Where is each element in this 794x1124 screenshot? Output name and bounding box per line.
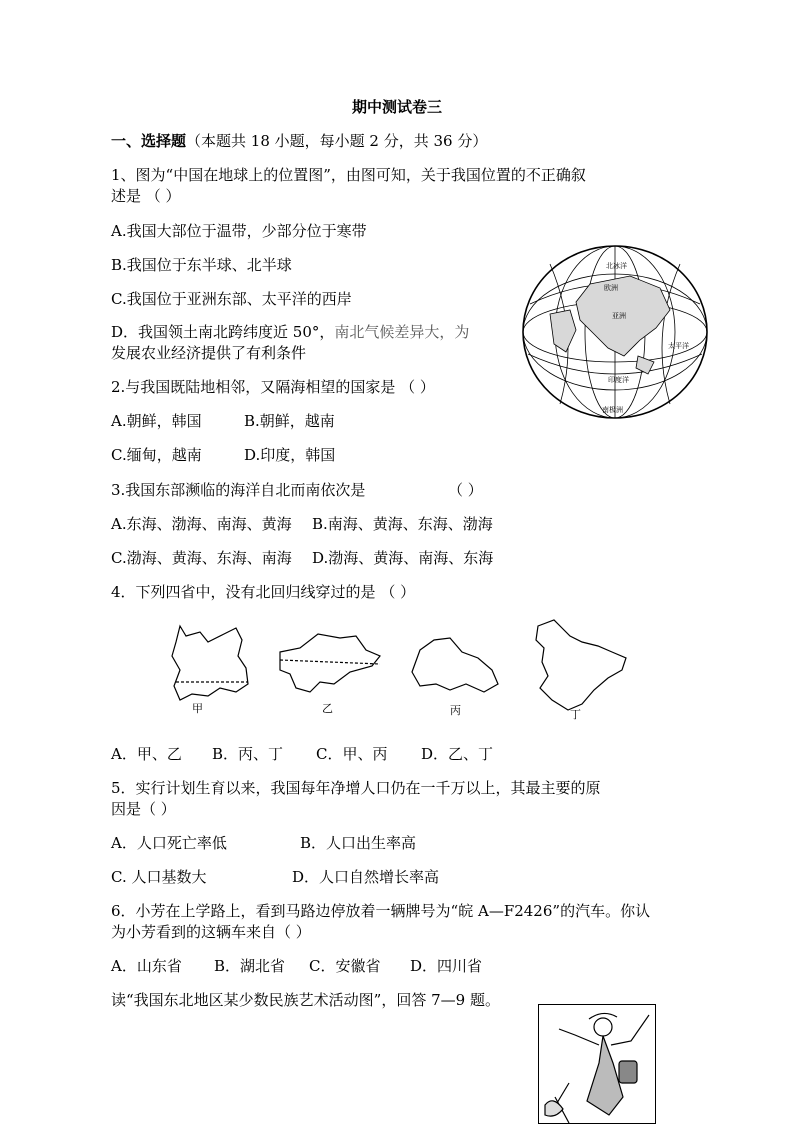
q4-stem: 4．下列四省中，没有北回归线穿过的是 （ ） [111,583,416,601]
q6-option-a: A．山东省 [111,957,182,975]
section-note: （本题共 18 小题，每小题 2 分，共 36 分） [186,132,488,150]
page-title: 期中测试卷三 [351,98,442,116]
q4-option-b: B．丙、丁 [212,745,284,763]
q2-option-a: A.朝鲜，韩国 [111,412,202,430]
q1-stem-line2: 述是 （ ） [111,187,181,205]
q6-option-c: C．安徽省 [309,957,381,975]
q3-paren: （ ） [448,481,483,499]
globe-label-antarctica: 南极洲 [602,406,623,414]
q5-option-d: D．人口自然增长率高 [292,868,440,886]
q2-option-c: C.缅甸，越南 [111,446,202,464]
q1-option-d-line2: 发展农业经济提供了有利条件 [111,344,307,362]
q6-stem-line2: 为小芳看到的这辆车来自（ ） [111,923,311,941]
globe-label-indian: 印度洋 [608,376,629,384]
q3-option-c: C.渤海、黄海、东海、南海 [111,549,292,567]
dancer-illustration [538,1004,656,1124]
q3-option-a: A.东海、渤海、南海、黄海 [111,515,292,533]
globe-label-pacific: 太平洋 [668,342,689,350]
q5-option-c: C. 人口基数大 [111,868,207,886]
q1-option-d-part2: 南北气候差异大，为 [334,323,470,341]
q3-stem: 3.我国东部濒临的海洋自北而南依次是 [111,481,366,499]
q2-option-b: B.朝鲜，越南 [244,412,335,430]
q5-stem-line1: 5．实行计划生育以来，我国每年净增人口仍在一千万以上，其最主要的原 [111,779,601,797]
province-map-jia [172,626,248,700]
map-label-yi: 乙 [322,702,333,715]
q6-option-b: B．湖北省 [214,957,286,975]
q5-option-b: B．人口出生率高 [300,834,417,852]
q1-stem-line1: 1、图为“中国在地球上的位置图”，由图可知，关于我国位置的不正确叙 [111,166,586,184]
q4-option-c: C．甲、丙 [316,745,388,763]
q1-option-d-line1 [111,322,469,342]
province-map-ding [536,620,626,710]
q6-stem-line1: 6．小芳在上学路上，看到马路边停放着一辆牌号为“皖 A—F2426”的汽车。你认 [111,902,651,920]
q6-option-d: D．四川省 [410,957,483,975]
q1-option-c: C.我国位于亚洲东部、太平洋的西岸 [111,290,352,308]
reading-prompt: 读“我国东北地区某少数民族艺术活动图”，回答 7—9 题。 [111,991,500,1009]
map-label-ding: 丁 [570,708,581,721]
q4-option-d: D．乙、丁 [421,745,494,763]
q5-stem-line2: 因是（ ） [111,800,176,818]
map-label-jia: 甲 [192,702,203,715]
q3-option-b: B.南海、黄海、东海、渤海 [312,515,493,533]
section-heading [111,131,487,151]
globe-label-arctic: 北冰洋 [606,262,627,270]
q1-option-a: A.我国大部位于温带，少部分位于寒带 [111,222,367,240]
globe-label-europe: 欧洲 [604,284,618,292]
globe-label-asia: 亚洲 [612,312,626,320]
globe-figure [520,244,710,420]
q1-option-d-part1: D．我国领土南北跨纬度近 50°， [111,323,335,341]
q3-option-d: D.渤海、黄海、南海、东海 [312,549,494,567]
province-map-bing [412,638,498,692]
dancer-drawing [539,1005,655,1123]
q4-option-a: A．甲、乙 [111,745,182,763]
map-label-bing: 丙 [450,704,461,717]
tropic-line-yi [280,660,380,664]
section-label: 一、选择题 [111,132,187,150]
province-maps-figure [150,612,650,724]
q2-option-d: D.印度，韩国 [244,446,336,464]
q2-stem: 2.与我国既陆地相邻，又隔海相望的国家是 （ ） [111,378,435,396]
q1-option-b: B.我国位于东半球、北半球 [111,256,292,274]
q5-option-a: A．人口死亡率低 [111,834,227,852]
